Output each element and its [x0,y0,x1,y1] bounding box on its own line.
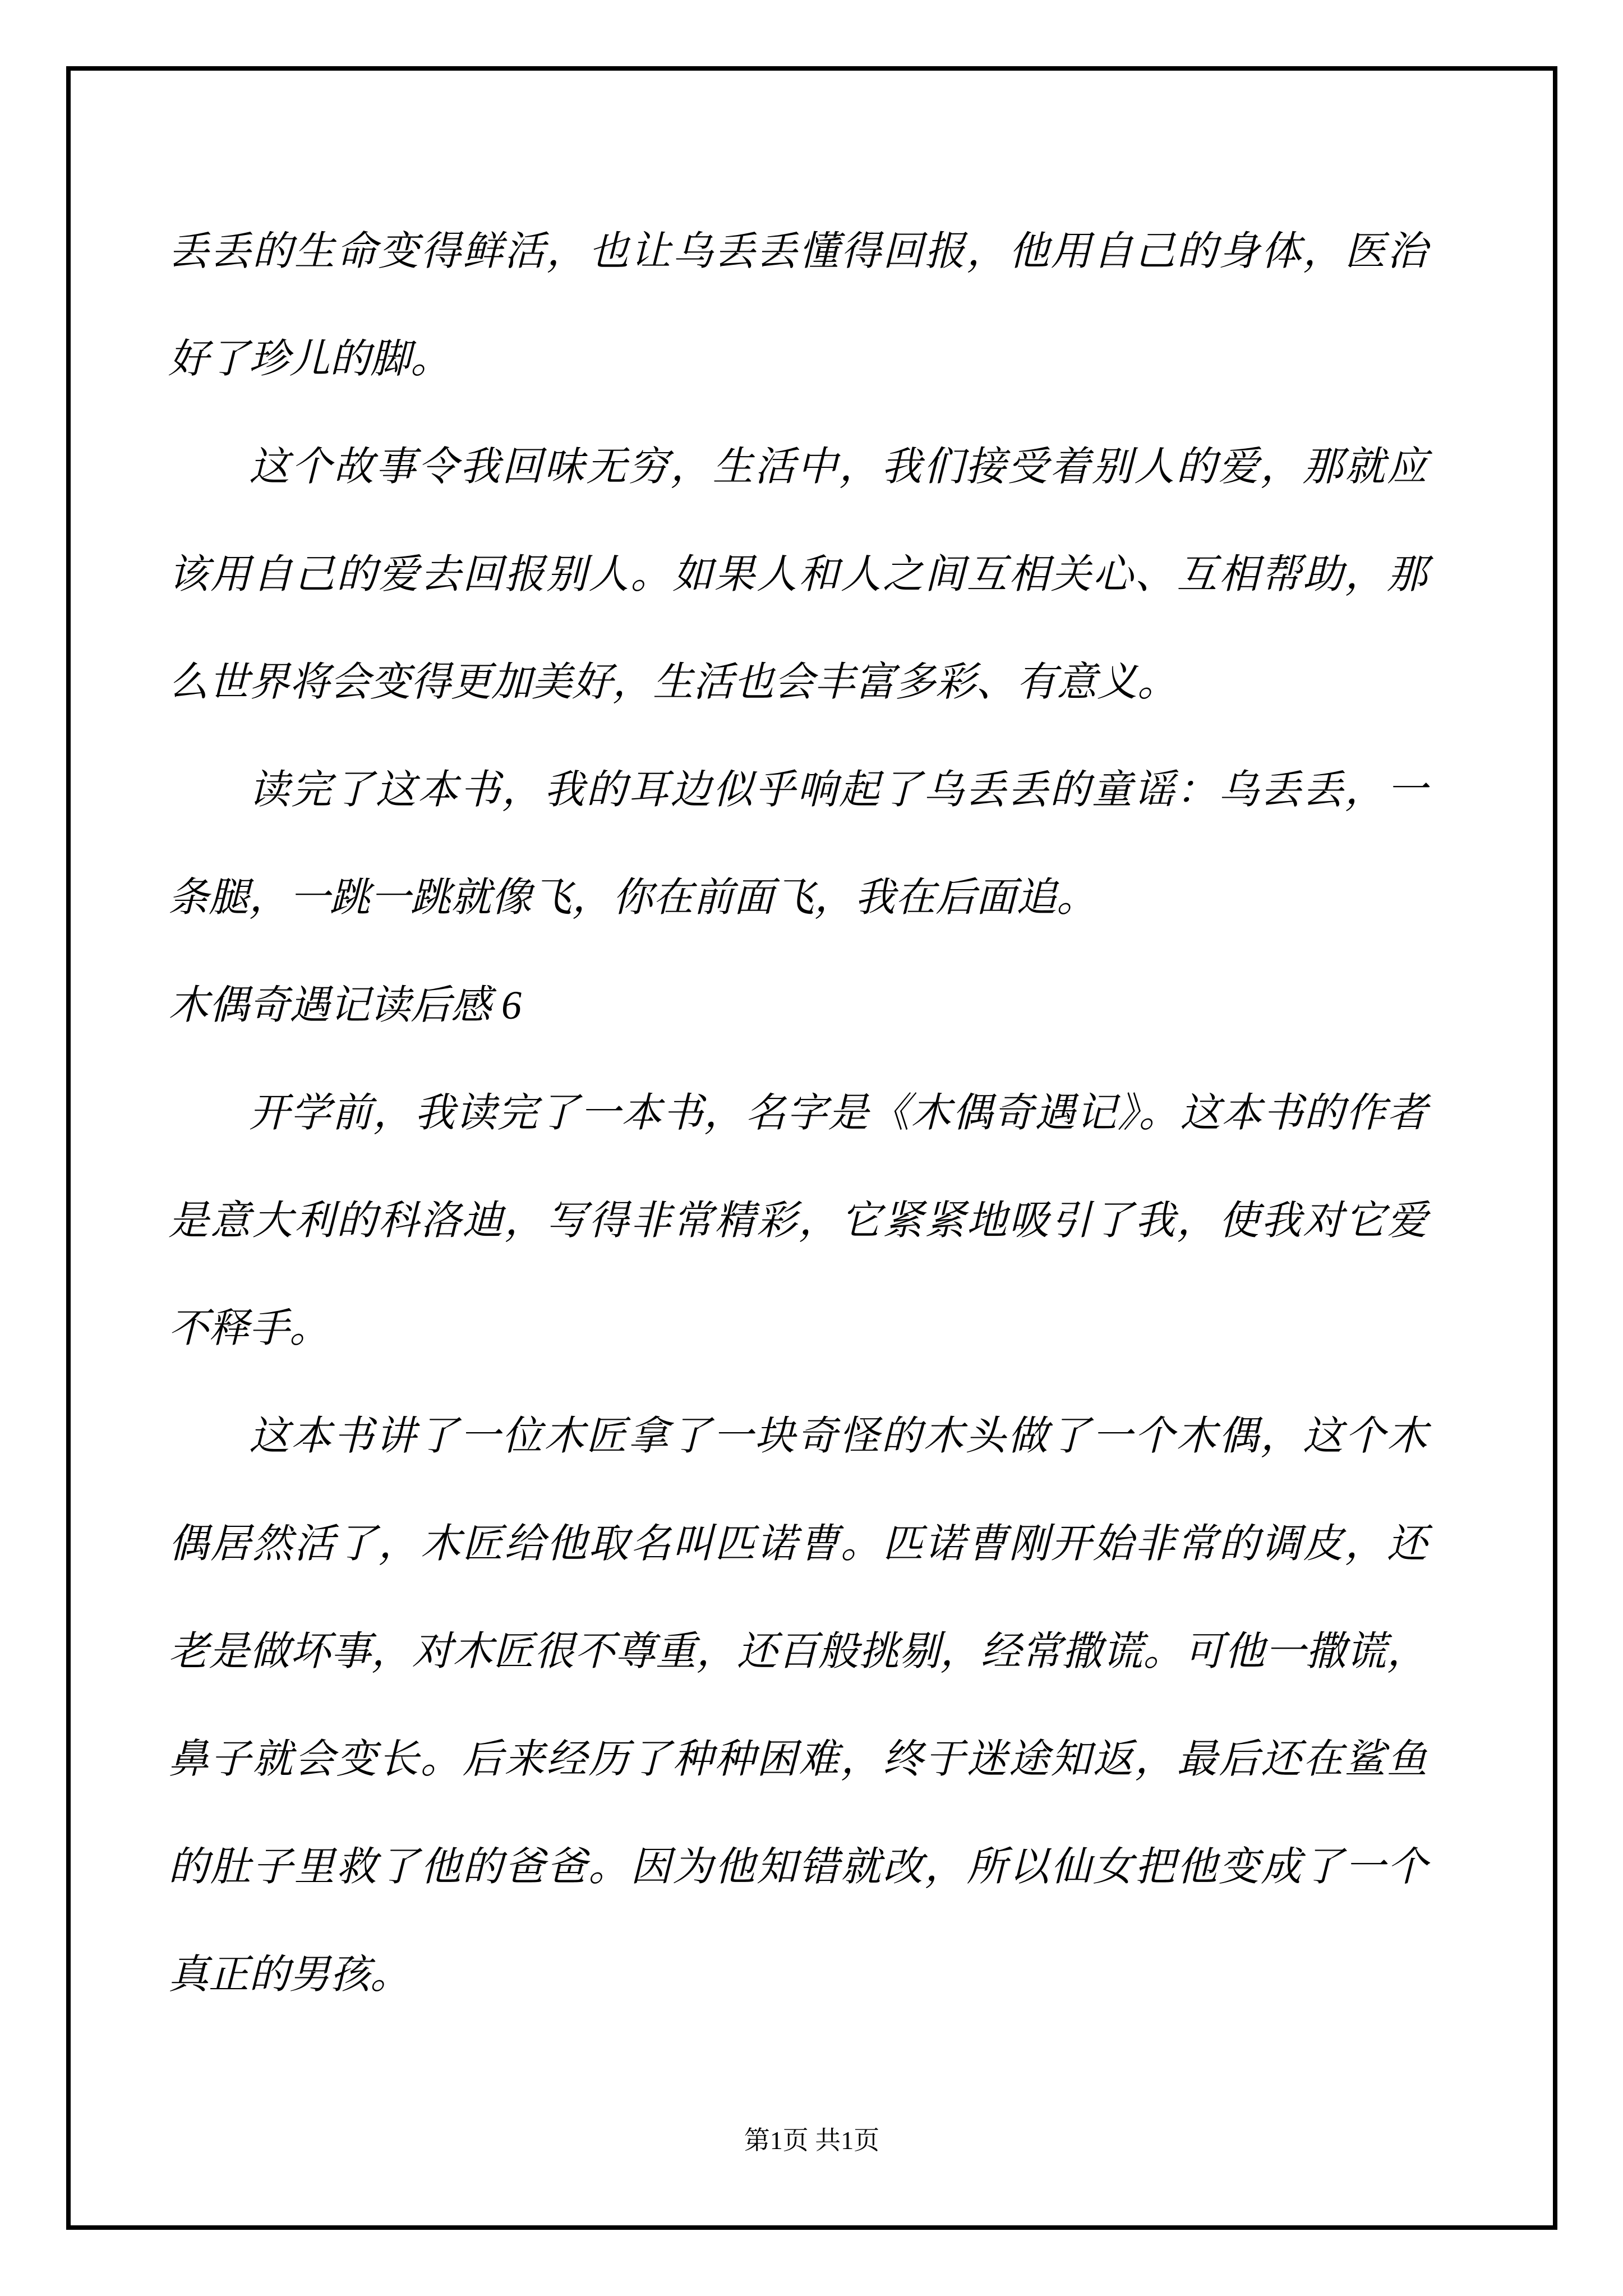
text-line: 读完了这本书，我的耳边似乎响起了乌丢丢的童谣：乌丢丢，一 [249,767,1427,812]
text-line: 偶居然活了，木匠给他取名叫匹诺曹。匹诺曹刚开始非常的调皮，还 [168,1521,1427,1566]
page-footer: 第1页 共1页 [744,2126,880,2155]
text-line: 条腿，一跳一跳就像飞，你在前面飞，我在后面追。 [168,875,1098,920]
section-heading: 木偶奇遇记读后感 6 [168,983,522,1028]
text-line: 真正的男孩。 [168,1952,411,1997]
text-line: 开学前，我读完了一本书，名字是《木偶奇遇记》。这本书的作者 [249,1091,1427,1135]
text-line: 好了珍儿的脚。 [168,337,451,381]
text-line: 这个故事令我回味无穷，生活中，我们接受着别人的爱，那就应 [249,444,1427,489]
text-line: 不释手。 [168,1306,330,1351]
text-line: 么世界将会变得更加美好，生活也会丰富多彩、有意义。 [168,660,1178,705]
text-line: 是意大利的科洛迪，写得非常精彩，它紧紧地吸引了我，使我对它爱 [168,1198,1427,1243]
text-line: 这本书讲了一位木匠拿了一块奇怪的木头做了一个木偶，这个木 [249,1414,1427,1458]
text-line: 该用自己的爱去回报别人。如果人和人之间互相关心、互相帮助，那 [168,552,1427,597]
text-line: 丢丢的生命变得鲜活，也让乌丢丢懂得回报，他用自己的身体，医治 [168,229,1427,274]
text-line: 老是做坏事，对木匠很不尊重，还百般挑剔，经常撒谎。可他一撒谎， [168,1629,1427,1674]
text-line: 的肚子里救了他的爸爸。因为他知错就改，所以仙女把他变成了一个 [168,1844,1427,1889]
text-block [168,197,1427,2028]
text-line: 鼻子就会变长。后来经历了种种困难，终于迷途知返，最后还在鲨鱼 [168,1737,1427,1782]
